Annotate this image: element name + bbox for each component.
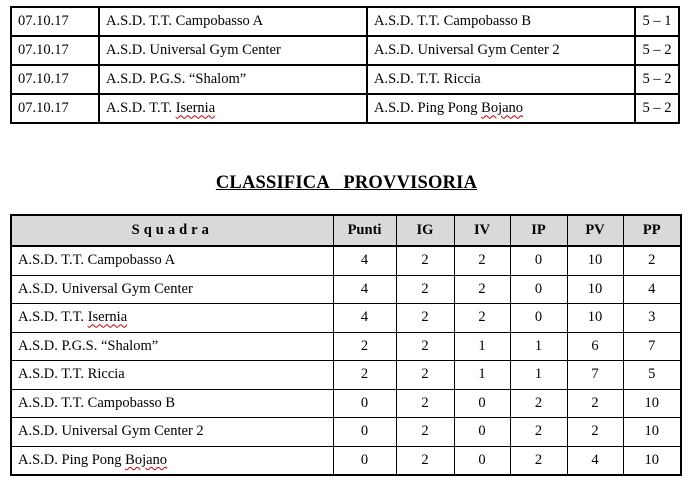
table-row xyxy=(11,389,681,418)
team-name: A.S.D. Universal Gym Center 2 xyxy=(11,418,333,447)
cell-iv: 0 xyxy=(454,418,510,447)
home-team xyxy=(99,94,367,123)
match-score: 5 – 1 xyxy=(635,7,679,36)
team-name: A.S.D. Universal Gym Center xyxy=(11,275,333,304)
match-date: 07.10.17 xyxy=(11,94,99,123)
spellcheck-word: Bojano xyxy=(125,451,168,468)
cell-pv: 4 xyxy=(567,446,623,475)
cell-pp: 10 xyxy=(623,418,681,447)
standings-heading: CLASSIFICA PROVVISORIA xyxy=(215,173,478,193)
table-row xyxy=(11,94,679,123)
cell-iv: 1 xyxy=(454,332,510,361)
cell-pv: 2 xyxy=(567,418,623,447)
header-ig: IG xyxy=(396,215,454,246)
cell-pv: 10 xyxy=(567,304,623,333)
cell-pp: 10 xyxy=(623,389,681,418)
match-score: 5 – 2 xyxy=(635,94,679,123)
cell-pp: 5 xyxy=(623,361,681,390)
cell-pp: 3 xyxy=(623,304,681,333)
match-date: 07.10.17 xyxy=(11,7,99,36)
cell-pp: 2 xyxy=(623,246,681,275)
cell-ig: 2 xyxy=(396,389,454,418)
away-team: A.S.D. T.T. Campobasso B xyxy=(367,7,635,36)
cell-pv: 10 xyxy=(567,246,623,275)
home-team: A.S.D. Universal Gym Center xyxy=(99,36,367,65)
away-team-prefix: A.S.D. Ping Pong xyxy=(374,100,482,117)
cell-pp: 10 xyxy=(623,446,681,475)
table-row xyxy=(11,332,681,361)
cell-iv: 2 xyxy=(454,246,510,275)
cell-ig: 2 xyxy=(396,304,454,333)
results-table xyxy=(10,6,680,124)
cell-punti: 0 xyxy=(333,389,396,418)
cell-pp: 7 xyxy=(623,332,681,361)
cell-ip: 1 xyxy=(510,361,567,390)
team-name xyxy=(11,446,333,475)
cell-punti: 4 xyxy=(333,275,396,304)
match-date: 07.10.17 xyxy=(11,65,99,94)
standings-table xyxy=(10,214,682,476)
cell-pv: 2 xyxy=(567,389,623,418)
team-name: A.S.D. T.T. Campobasso B xyxy=(11,389,333,418)
cell-ig: 2 xyxy=(396,332,454,361)
cell-ip: 2 xyxy=(510,389,567,418)
team-name: A.S.D. T.T. Riccia xyxy=(11,361,333,390)
table-row xyxy=(11,275,681,304)
cell-iv: 2 xyxy=(454,304,510,333)
cell-iv: 1 xyxy=(454,361,510,390)
table-row xyxy=(11,446,681,475)
header-ip: IP xyxy=(510,215,567,246)
match-score: 5 – 2 xyxy=(635,36,679,65)
team-name: A.S.D. P.G.S. “Shalom” xyxy=(11,332,333,361)
match-date: 07.10.17 xyxy=(11,36,99,65)
table-row xyxy=(11,361,681,390)
home-team: A.S.D. T.T. Campobasso A xyxy=(99,7,367,36)
cell-ip: 2 xyxy=(510,418,567,447)
cell-pv: 10 xyxy=(567,275,623,304)
table-row xyxy=(11,65,679,94)
home-team-prefix: A.S.D. T.T. xyxy=(106,100,176,117)
cell-ip: 0 xyxy=(510,275,567,304)
header-pp: PP xyxy=(623,215,681,246)
team-name-prefix: A.S.D. T.T. xyxy=(18,309,88,326)
cell-punti: 4 xyxy=(333,304,396,333)
cell-punti: 4 xyxy=(333,246,396,275)
spellcheck-word: Isernia xyxy=(175,100,216,117)
table-row xyxy=(11,418,681,447)
cell-pp: 4 xyxy=(623,275,681,304)
header-pv: PV xyxy=(567,215,623,246)
table-row xyxy=(11,246,681,275)
table-row xyxy=(11,304,681,333)
cell-ip: 1 xyxy=(510,332,567,361)
cell-punti: 0 xyxy=(333,446,396,475)
cell-iv: 0 xyxy=(454,446,510,475)
spellcheck-word: Bojano xyxy=(481,100,524,117)
team-name: A.S.D. T.T. Campobasso A xyxy=(11,246,333,275)
table-row xyxy=(11,7,679,36)
standings-header-row xyxy=(11,215,681,246)
cell-ip: 2 xyxy=(510,446,567,475)
away-team: A.S.D. T.T. Riccia xyxy=(367,65,635,94)
cell-ig: 2 xyxy=(396,361,454,390)
header-punti: Punti xyxy=(333,215,396,246)
table-row xyxy=(11,36,679,65)
header-team: Squadra xyxy=(11,215,333,246)
cell-pv: 7 xyxy=(567,361,623,390)
team-name-prefix: A.S.D. Ping Pong xyxy=(18,451,126,468)
cell-punti: 2 xyxy=(333,361,396,390)
cell-punti: 0 xyxy=(333,418,396,447)
away-team: A.S.D. Universal Gym Center 2 xyxy=(367,36,635,65)
cell-ip: 0 xyxy=(510,304,567,333)
cell-ig: 2 xyxy=(396,446,454,475)
cell-ip: 0 xyxy=(510,246,567,275)
cell-punti: 2 xyxy=(333,332,396,361)
cell-iv: 0 xyxy=(454,389,510,418)
cell-ig: 2 xyxy=(396,246,454,275)
cell-ig: 2 xyxy=(396,275,454,304)
spellcheck-word: Isernia xyxy=(87,309,128,326)
cell-ig: 2 xyxy=(396,418,454,447)
header-iv: IV xyxy=(454,215,510,246)
match-score: 5 – 2 xyxy=(635,65,679,94)
home-team: A.S.D. P.G.S. “Shalom” xyxy=(99,65,367,94)
away-team xyxy=(367,94,635,123)
team-name xyxy=(11,304,333,333)
cell-pv: 6 xyxy=(567,332,623,361)
cell-iv: 2 xyxy=(454,275,510,304)
